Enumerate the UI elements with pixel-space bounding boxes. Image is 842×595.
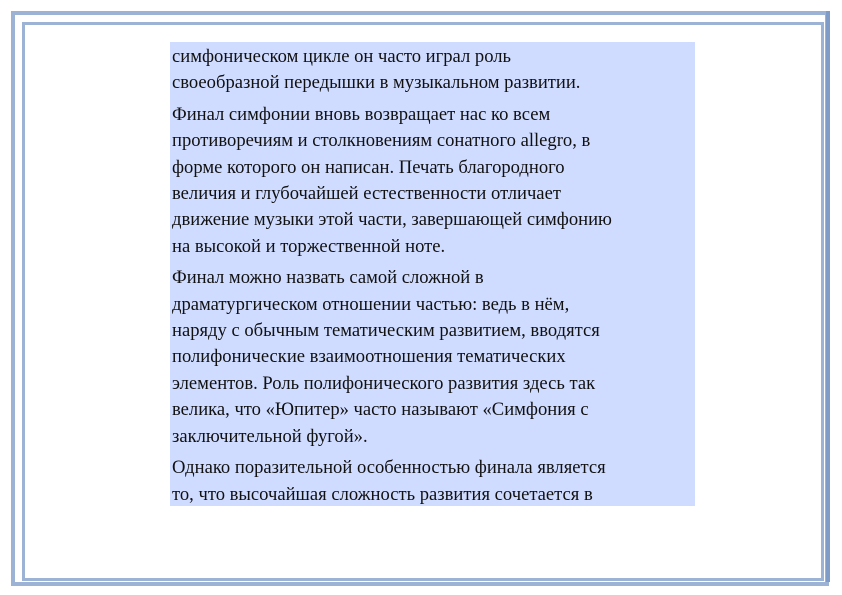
text-line: форме которого он написан. Печать благородного: [172, 156, 565, 178]
paragraph-2: [172, 102, 695, 260]
text-line: драматургическом отношении частью: ведь в нём,: [172, 293, 570, 315]
text-line: велика, что «Юпитер» часто называют «Симфония с: [172, 399, 589, 421]
paragraph-4: [172, 455, 695, 506]
text-line: заключительной фугой».: [172, 425, 368, 447]
text-line: Однако поразительной особенностью финала является: [172, 457, 606, 479]
text-line: величия и глубочайшей естественности отличает: [172, 183, 561, 205]
text-body: [170, 42, 695, 506]
text-line: противоречиям и столкновениям сонатного allegro, в: [172, 130, 591, 152]
text-line: Финал можно назвать самой сложной в: [172, 267, 484, 289]
slide-frame-shadow: [826, 11, 830, 582]
text-line: элементов. Роль полифонического развития здесь так: [172, 372, 596, 394]
text-line: симфоническом цикле он часто играл роль: [172, 46, 511, 67]
text-line: то, что высочайшая сложность развития сочетается в: [172, 483, 593, 505]
paragraph-3: [172, 265, 695, 450]
text-line: движение музыки этой части, завершающей симфонию: [172, 209, 612, 231]
text-line: полифонические взаимоотношения тематических: [172, 346, 566, 368]
text-line: наряду с обычным тематическим развитием, вводятся: [172, 320, 600, 342]
paragraph-1: [172, 44, 695, 97]
text-line: своеобразной передышки в музыкальном развитии.: [172, 72, 581, 94]
text-line: на высокой и торжественной ноте.: [172, 235, 446, 257]
text-line: Финал симфонии вновь возвращает нас ко всем: [172, 103, 551, 125]
